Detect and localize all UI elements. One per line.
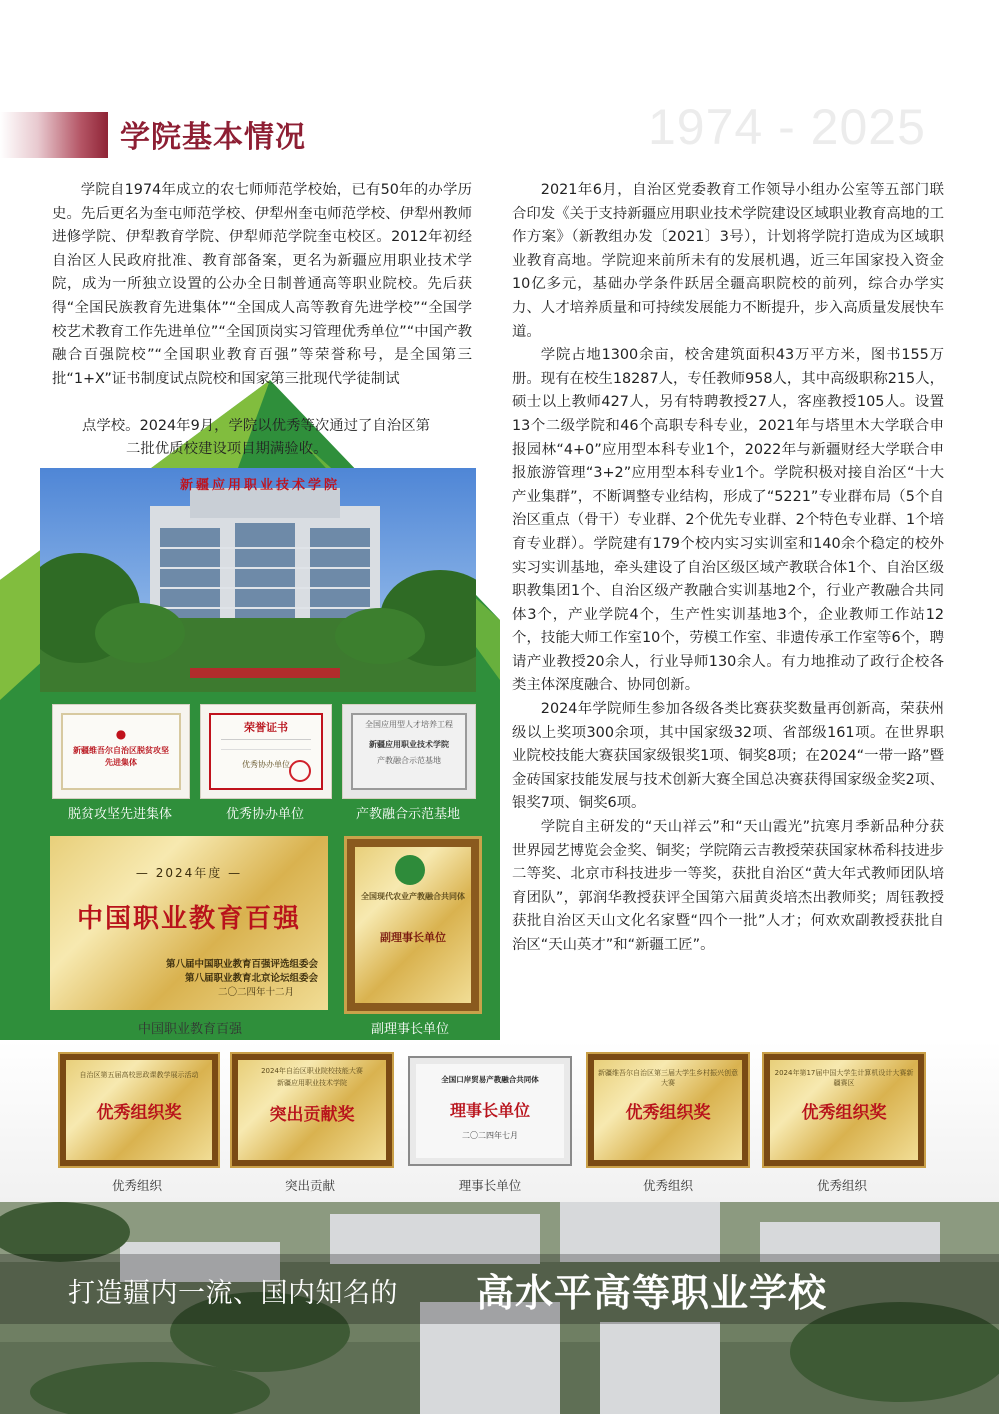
plaque-title: 优秀组织奖 — [96, 1103, 182, 1123]
paragraph-research: 学院自主研发的“天山祥云”和“天山霞光”抗寒月季新品种分获世界园艺博览会金奖、铜奖；学院隋云吉教授荣获国家林希科技进步二等奖、北京市科技进步一等奖，获批自治区“黄大年式教师团队培育团队”，郭润华教授获评全国第六届黄炎培杰出教师奖；周钰教授获批自治区天山文化名家暨“四个一批”人才；何欢欢副教授获批自治区“天山英才”和“新疆工匠”。 — [512, 819, 944, 953]
intro-paragraph-tail-2: 二批优质校建设项目期满验收。 — [126, 441, 328, 457]
intro-paragraph: 学院自1974年成立的农七师师范学校始，已有50年的办学历史。先后更名为奎屯师范学校、伊犁州奎屯师范学校、伊犁州教师进修学院、伊犁教育学院、伊犁师范学院奎屯校区。2012年初经自治区人民政府批准、教育部备案，更名为新疆应用职业技术学院，成为一所独立设置的公办全日制普通高等职业院校。先后获得“全国民族教育先进集体”“全国成人高等教育先进学校”“全国学校艺术教育工作先进单位”“全国顶岗实习管理优秀单位”“中国产教融合百强院校”“全国职业教育百强”等荣誉称号，是全国第三批“1+X”证书制度试点院校和国家第三批现代学徒制试 — [52, 182, 472, 387]
plaque-organization-2 — [586, 1052, 750, 1168]
certificate-co-organizer — [200, 704, 332, 799]
slogan-part-1: 打造疆内一流、国内知名的 — [68, 1278, 398, 1309]
left-text-column — [52, 179, 472, 391]
caption-plaque-1: 优秀组织 — [111, 1178, 162, 1193]
plaque-head: 全国口岸贸易产教融合共同体 — [441, 1075, 539, 1084]
plaque-head: 新疆维吾尔自治区第三届大学生乡村振兴创意大赛 — [598, 1069, 738, 1087]
plaque-head: 2024年第17届中国大学生计算机设计大赛新疆赛区 — [774, 1069, 914, 1087]
plaque-organization-3 — [762, 1052, 926, 1168]
plaque-title: 优秀组织奖 — [625, 1103, 711, 1123]
paragraph-scale: 学院占地1300余亩，校舍建筑面积43万平方米，图书155万册。现有在校生18287人，专任教师958人，其中高级职称215人，硕士以上教师427人，另有特聘教授27人，客座教授105人。设置13个二级学院和46个高职专科专业，2021年与塔里木大学联合申报园林“4+0”应用型本科专业1个，2022年与新疆财经大学联合申报旅游管理“3+2”应用型本科专业1个。学院积极对接自治区“十大产业集群”，不断调整专业结构，形成了“5221”专业群布局（5个自治区重点（骨干）专业群、2个优先专业群、2个特色专业群、1个培育专业群）。学院建有179个校内实习实训室和140余个稳定的校外实习实训基地，牵头建设了自治区级区域产教联合体1个、自治区级职教集团1个、自治区级产教融合实训基地2个，行业产教融合共同体3个，产业学院4个，生产性实训基地3个，企业教师工作站12个，技能大师工作室10个，劳模工作室、非遗传承工作室等6个，聘请产业教授20余人，行业导师130余人。有力地推动了政行企校各类主体深度融合、协同创新。 — [512, 347, 944, 694]
certificate-title: 新疆维吾尔自治区脱贫攻坚 — [73, 746, 169, 755]
plaque-vice-chair — [344, 836, 482, 1014]
paragraph-awards: 2024年学院师生参加各级各类比赛获奖数量再创新高，荣获州级以上奖项300余项，其中国家级32项、省部级161项。在世界职业院校技能大赛获国家级银奖1项、铜奖8项；在2024“一带一路”暨金砖国家技能发展与技术创新大赛全国总决赛获得国家级金奖2项、银奖7项、铜奖6项。 — [512, 701, 944, 812]
caption-plaque-3: 理事长单位 — [458, 1178, 522, 1193]
caption-vice-chair: 副理事长单位 — [370, 1022, 449, 1037]
caption-plaque-5: 优秀组织 — [816, 1178, 867, 1193]
caption-demo-base: 产教融合示范基地 — [355, 807, 460, 822]
plaque-top100 — [50, 836, 328, 1010]
plaque-date: 二〇二四年十二月 — [217, 987, 294, 998]
plaque-org-2: 第八届职业教育北京论坛组委会 — [184, 973, 318, 984]
caption-plaque-2: 突出贡献 — [284, 1178, 335, 1193]
plaque-title: 理事长单位 — [449, 1101, 530, 1120]
campus-building-photo — [40, 468, 476, 692]
certificate-title: 全国应用型人才培养工程 — [365, 720, 453, 729]
leaf-logo-icon — [395, 855, 425, 885]
certificate-demo-base — [342, 704, 476, 799]
certificate-subtitle: 优秀协办单位 — [242, 760, 290, 769]
plaque-title: 副理事长单位 — [380, 931, 446, 944]
certificate-subtitle: 先进集体 — [105, 758, 137, 767]
campus-sign: 新疆应用职业技术学院 — [179, 478, 340, 493]
plaque-head: 自治区第五届高校思政课教学展示活动 — [79, 1071, 199, 1079]
emblem-icon: ● — [115, 727, 127, 741]
slogan-part-2: 高水平高等职业学校 — [476, 1271, 828, 1315]
plaque-title: 中国职业教育百强 — [76, 904, 301, 934]
plaque-org-1: 第八届中国职业教育百强评选组委会 — [165, 959, 318, 970]
plaque-head: 2024年自治区职业院校技能大赛 — [261, 1067, 363, 1075]
page-title: 学院基本情况 — [120, 120, 306, 155]
plaque-title: 突出贡献奖 — [269, 1105, 355, 1125]
certificate-title: 荣誉证书 — [244, 721, 288, 734]
seal-icon — [289, 760, 311, 782]
caption-poverty-alleviation: 脱贫攻坚先进集体 — [67, 807, 172, 822]
caption-co-organizer: 优秀协办单位 — [225, 807, 304, 822]
certificate-subtitle: 新疆应用职业技术学院 — [369, 740, 449, 749]
plaque-contribution — [230, 1052, 394, 1168]
right-text-column — [512, 179, 944, 958]
plaque-org: 全国现代农业产教融合共同体 — [361, 892, 465, 901]
paragraph-development: 2021年6月，自治区党委教育工作领导小组办公室等五部门联合印发《关于支持新疆应用职业技术学院建设区域职业教育高地的工作方案》（新教组办发〔2021〕3号），计划将学院打造成为区域职业教育高地。学院迎来前所未有的发展机遇，近三年国家投入资金10亿多元，基础办学条件跃居全疆高职院校的前列，综合办学实力、人才培养质量和可持续发展能力不断提升，步入高质量发展快车道。 — [512, 182, 944, 340]
plaque-sub: 新疆应用职业技术学院 — [277, 1079, 347, 1087]
certificate-poverty-alleviation — [52, 704, 190, 799]
caption-plaque-4: 优秀组织 — [642, 1178, 693, 1193]
intro-paragraph-tail-1: 点学校。2024年9月，学院以优秀等次通过了自治区第 — [82, 418, 430, 434]
header-accent-bar — [0, 112, 108, 158]
year-range: 1974 - 2025 — [648, 99, 926, 155]
plaque-organization-1 — [58, 1052, 220, 1168]
caption-top100: 中国职业教育百强 — [137, 1022, 242, 1037]
plaque-chair — [408, 1056, 572, 1166]
plaque-date: 二〇二四年七月 — [462, 1131, 518, 1140]
certificate-note: 产教融合示范基地 — [377, 756, 441, 765]
plaque-year: — 2024年度 — — [135, 866, 243, 880]
plaque-title: 优秀组织奖 — [801, 1103, 887, 1123]
